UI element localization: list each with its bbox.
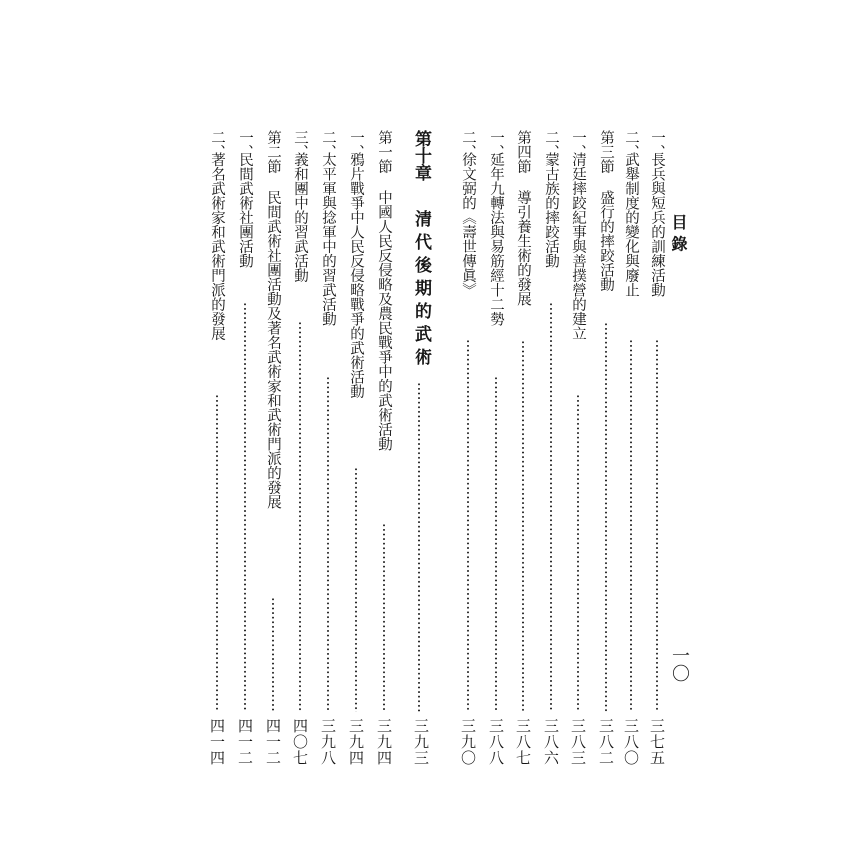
toc-entry-page-number: 四一二 <box>264 718 282 766</box>
toc-entry-page-number: 三八七 <box>514 718 532 766</box>
toc-entry-page-number: 三九四 <box>375 718 393 766</box>
leader-dots <box>550 302 552 712</box>
toc-entry-prefix: 二、 <box>320 130 336 159</box>
toc-entry-prefix: 一、 <box>348 130 364 159</box>
toc-entry-title: 徐文弼的《壽世傳眞》 <box>460 152 476 297</box>
toc-entry-title: 民間武術社團活動 <box>237 152 253 268</box>
page-number: 一〇 <box>669 646 690 682</box>
toc-entry-page-number: 三八六 <box>542 718 560 766</box>
toc-entry-title: 著名武術家和武術門派的發展 <box>209 152 225 341</box>
toc-entry <box>319 130 337 810</box>
leader-dots <box>605 322 607 712</box>
toc-entry-title: 太平軍與捻軍中的習武活動 <box>320 152 336 326</box>
toc-entry-page-number: 四一二 <box>236 718 254 766</box>
toc-entry-page-number: 三八二 <box>597 718 615 766</box>
leader-dots <box>630 339 632 712</box>
toc-entry-page-number: 三九〇 <box>459 718 477 766</box>
leader-dots <box>244 302 246 712</box>
leader-dots <box>418 382 420 712</box>
leader-dots <box>327 376 329 712</box>
toc-entry-title: 長兵與短兵的訓練活動 <box>649 152 665 297</box>
toc-entry-title: 武舉制度的變化與廢止 <box>623 152 639 297</box>
leader-dots <box>272 597 274 712</box>
toc-entry <box>291 130 309 810</box>
toc-entry <box>569 130 587 810</box>
toc-entry-prefix: 第二節 <box>265 130 281 174</box>
toc-entry-prefix: 第十章 <box>411 130 431 181</box>
toc-entry <box>648 130 666 810</box>
leader-dots <box>467 339 469 712</box>
toc-entry-title: 盛行的摔跤活動 <box>598 190 614 292</box>
toc-entry <box>208 130 226 810</box>
toc-entry-page-number: 四一四 <box>208 718 226 766</box>
leader-dots <box>577 394 579 712</box>
toc-entry-prefix: 二、 <box>460 130 476 159</box>
toc-chapter-entry <box>410 130 431 810</box>
toc-entry-page-number: 三九四 <box>347 718 365 766</box>
toc-entry-page-number: 三九八 <box>319 718 337 766</box>
toc-entry-page-number: 三七五 <box>648 718 666 766</box>
toc-entry-prefix: 一、 <box>488 130 504 159</box>
page-title: 目 錄 <box>669 214 688 252</box>
leader-dots <box>495 376 497 712</box>
toc-entry-prefix: 一、 <box>237 130 253 159</box>
toc-entry <box>514 130 532 810</box>
leader-dots <box>216 394 218 712</box>
toc-entry-prefix: 二、 <box>543 130 559 159</box>
toc-entry-title: 延年九轉法與易筋經十二勢 <box>488 152 504 326</box>
leader-dots <box>299 321 301 712</box>
toc-entry-page-number: 四〇七 <box>291 718 309 766</box>
toc-entry-prefix: 一、 <box>570 130 586 159</box>
toc-entry-title: 民間武術社團活動及著名武術家和武術門派的發展 <box>265 190 281 509</box>
toc-entry <box>597 130 615 810</box>
toc-entry-prefix: 三、 <box>292 130 308 159</box>
toc-entry <box>487 130 505 810</box>
toc-entry <box>236 130 254 810</box>
toc-entry-title: 導引養生術的發展 <box>515 190 531 306</box>
toc-entry-page-number: 三八八 <box>487 718 505 766</box>
toc-entry-title: 清廷摔跤紀事與善撲營的建立 <box>570 152 586 341</box>
toc-entry-title: 清代後期的武術 <box>411 210 431 371</box>
toc-entry-prefix: 一、 <box>649 130 665 159</box>
toc-entry-prefix: 第四節 <box>515 130 531 174</box>
toc-entry-title: 鴉片戰爭中人民反侵略戰爭的武術活動 <box>348 152 364 399</box>
toc-entry-prefix: 第一節 <box>376 130 392 174</box>
toc-entry <box>264 130 282 810</box>
toc-entry-title: 中國人民反侵略及農民戰爭中的武術活動 <box>376 190 392 451</box>
toc-entry-prefix: 第三節 <box>598 130 614 174</box>
leader-dots <box>656 339 658 712</box>
leader-dots <box>383 523 385 712</box>
toc-entry-page-number: 三八〇 <box>622 718 640 766</box>
leader-dots <box>522 340 524 712</box>
toc-entry <box>622 130 640 810</box>
toc-entry-title: 義和團中的習武活動 <box>292 152 308 283</box>
toc-entry <box>347 130 365 810</box>
toc-entry <box>459 130 477 810</box>
toc-entry-prefix: 二、 <box>623 130 639 159</box>
leader-dots <box>355 467 357 712</box>
toc-entry-title: 蒙古族的摔跤活動 <box>543 152 559 268</box>
toc-entry-prefix: 二、 <box>209 130 225 159</box>
toc-entry <box>542 130 560 810</box>
toc-entry-page-number: 三九三 <box>412 718 430 766</box>
toc-entry-page-number: 三八三 <box>569 718 587 766</box>
toc-entry <box>375 130 393 810</box>
